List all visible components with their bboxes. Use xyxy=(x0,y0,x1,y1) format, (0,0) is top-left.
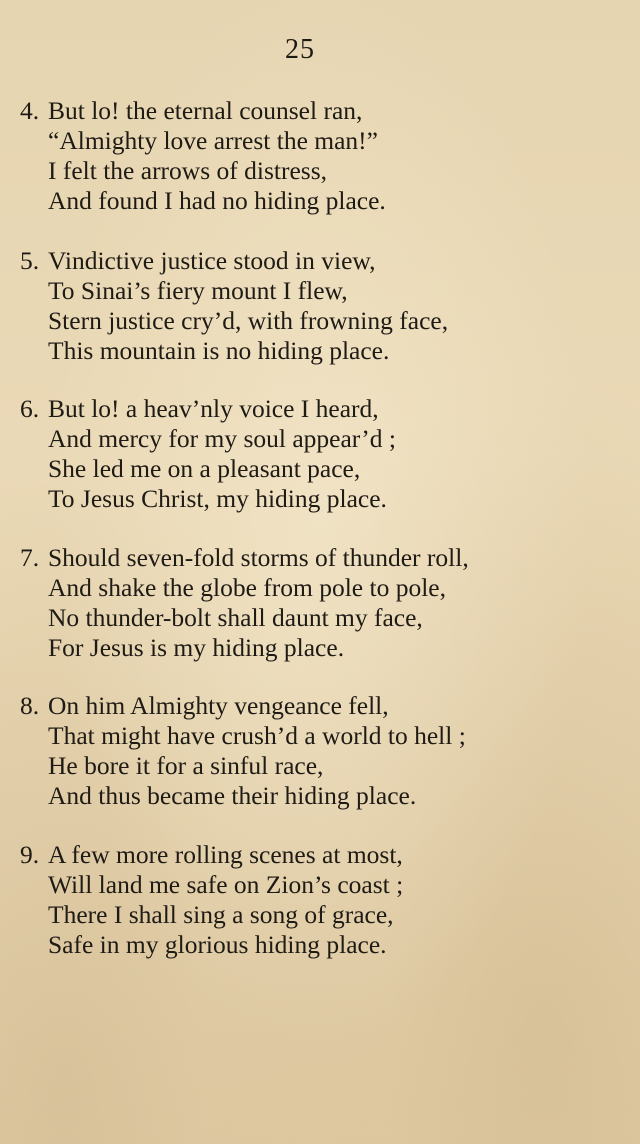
verse-line xyxy=(20,394,620,424)
verse-line xyxy=(20,96,620,126)
stanza-number: 6. xyxy=(20,394,40,423)
verse-line: “Almighty love arrest the man!” xyxy=(48,126,378,155)
verse-text: On him Almighty vengeance fell, xyxy=(48,691,389,720)
verse-line: To Jesus Christ, my hiding place. xyxy=(48,484,387,513)
verse-line: For Jesus is my hiding place. xyxy=(48,633,345,662)
verse-line: There I shall sing a song of grace, xyxy=(48,900,394,929)
verse-line: And mercy for my soul appear’d ; xyxy=(48,424,396,453)
verse-line: Safe in my glorious hiding place. xyxy=(48,930,387,959)
verse-line xyxy=(20,840,620,870)
stanza-number: 8. xyxy=(20,691,40,720)
stanza-number: 9. xyxy=(20,840,40,869)
stanza-number: 7. xyxy=(20,543,40,572)
verse-line: And found I had no hiding place. xyxy=(48,186,386,215)
verse-line xyxy=(20,543,620,573)
verse-line: That might have crush’d a world to hell ; xyxy=(48,721,466,750)
page-number: 25 xyxy=(285,34,315,65)
verse-line: And shake the globe from pole to pole, xyxy=(48,573,446,602)
stanza-8 xyxy=(20,691,620,811)
verse-text: Should seven-fold storms of thunder roll, xyxy=(48,543,469,572)
verse-line: She led me on a pleasant pace, xyxy=(48,454,361,483)
verse-text: A few more rolling scenes at most, xyxy=(48,840,403,869)
verse-text: Vindictive justice stood in view, xyxy=(48,246,376,275)
verse-line: No thunder-bolt shall daunt my face, xyxy=(48,603,423,632)
stanza-4 xyxy=(20,96,620,216)
verse-line: And thus became their hiding place. xyxy=(48,781,417,810)
verse-line xyxy=(20,246,620,276)
verse-text: But lo! a heav’nly voice I heard, xyxy=(48,394,379,423)
verse-line: Will land me safe on Zion’s coast ; xyxy=(48,870,404,899)
stanza-number: 5. xyxy=(20,246,40,275)
stanza-number: 4. xyxy=(20,96,40,125)
stanza-7 xyxy=(20,543,620,663)
stanza-5 xyxy=(20,246,620,366)
verse-line: I felt the arrows of distress, xyxy=(48,156,328,185)
verse-line: To Sinai’s fiery mount I flew, xyxy=(48,276,348,305)
verse-line xyxy=(20,691,620,721)
verse-line: Stern justice cry’d, with frowning face, xyxy=(48,306,449,335)
verse-text: But lo! the eternal counsel ran, xyxy=(48,96,363,125)
verse-line: He bore it for a sinful race, xyxy=(48,751,324,780)
stanza-9 xyxy=(20,840,620,960)
stanza-6 xyxy=(20,394,620,514)
verse-line: This mountain is no hiding place. xyxy=(48,336,390,365)
